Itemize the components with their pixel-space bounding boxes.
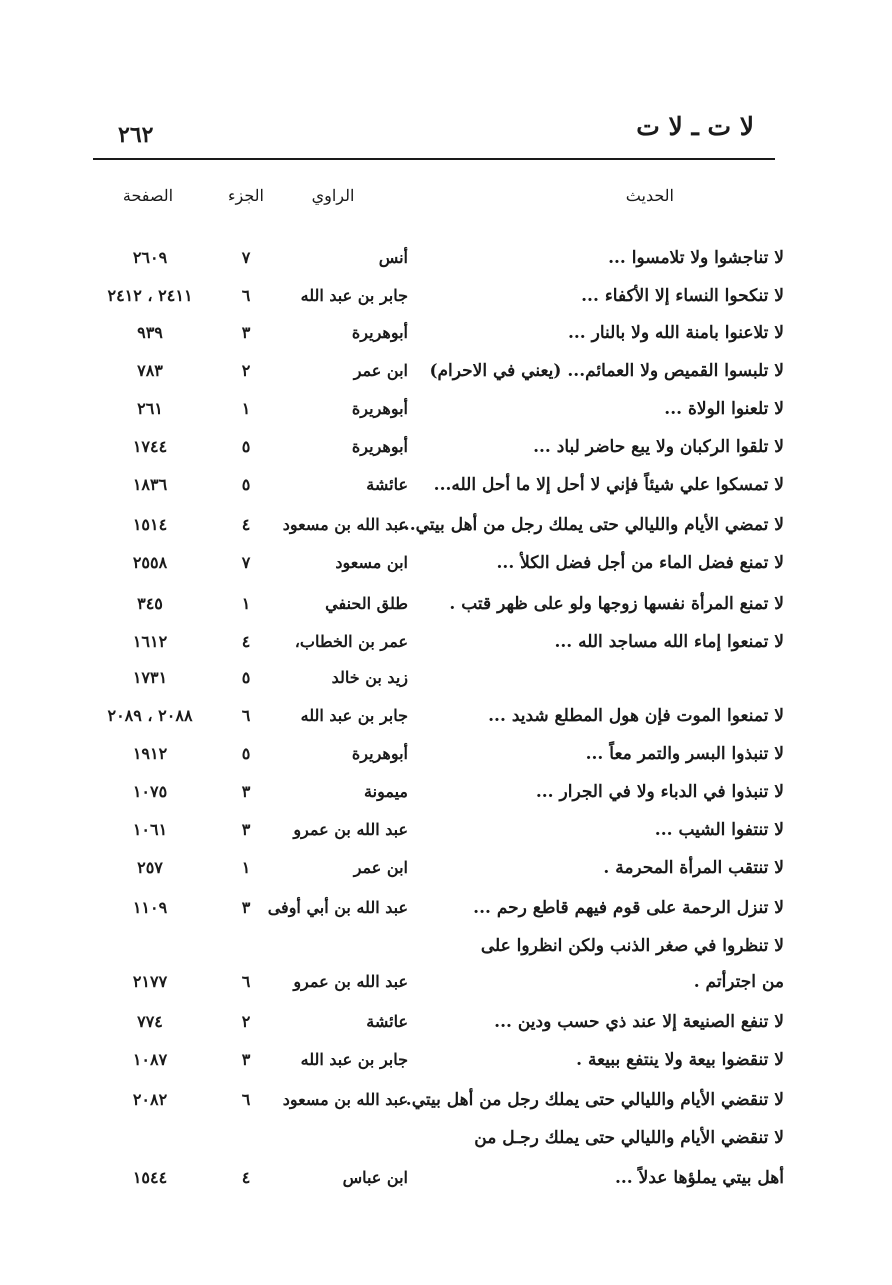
page-reference: ١٥١٤: [132, 515, 168, 534]
volume-number: ٢: [241, 361, 251, 380]
column-header-hadith: الحديث: [625, 186, 674, 205]
narrator-name: عمر بن الخطاب،: [294, 632, 408, 651]
volume-number: ٤: [241, 1168, 251, 1187]
narrator-name: عبد الله بن عمرو: [293, 820, 408, 839]
narrator-name: زيد بن خالد: [331, 668, 408, 687]
hadith-text: أهل بيتي يملؤها عدلاً ...: [614, 1168, 784, 1188]
page-reference: ٩٣٩: [137, 323, 163, 342]
hadith-text: لا تنزل الرحمة على قوم فيهم قاطع رحم ...: [473, 898, 784, 918]
hadith-text: لا تنظروا في صغر الذنب ولكن انظروا على: [480, 936, 784, 956]
page-reference: ٣٤٥: [137, 594, 163, 613]
narrator-name: عبد الله بن مسعود: [282, 1090, 408, 1109]
volume-number: ٧: [241, 248, 251, 267]
volume-number: ٣: [241, 323, 251, 342]
page-reference: ٢٤١١ ، ٢٤١٢: [107, 286, 193, 305]
volume-number: ٤: [241, 515, 251, 534]
narrator-name: ابن عمر: [353, 361, 408, 380]
hadith-text: من اجترأتم .: [693, 972, 784, 992]
page-reference: ٢١٧٧: [132, 972, 168, 991]
page-reference: ١٥٤٤: [132, 1168, 168, 1187]
volume-number: ٣: [241, 1050, 251, 1069]
volume-number: ١: [241, 858, 251, 877]
narrator-name: جابر بن عبد الله: [300, 706, 408, 725]
narrator-name: عبد الله بن مسعود: [282, 515, 408, 534]
hadith-text: لا تمسكوا علي شيئاً فإني لا أحل إلا ما أحل الله...: [433, 475, 784, 495]
narrator-name: ابن عمر: [353, 858, 408, 877]
page-reference: ١١٠٩: [132, 898, 168, 917]
page-reference: ١٠٧٥: [132, 782, 168, 801]
volume-number: ٥: [241, 437, 251, 456]
hadith-text: لا تنكحوا النساء إلا الأكفاء ...: [581, 286, 784, 306]
column-header-page: الصفحة: [122, 186, 174, 205]
page-reference: ٢٦١: [137, 399, 163, 418]
page-reference: ١٦١٢: [132, 632, 168, 651]
hadith-text: لا تنقضي الأيام والليالي حتى يملك رجل من أهل بيتي.: [405, 1090, 784, 1110]
page-reference: ٢٥٥٨: [132, 553, 168, 572]
column-header-volume: الجزء: [228, 186, 264, 205]
narrator-name: أبوهريرة: [351, 744, 408, 763]
volume-number: ٦: [241, 1090, 251, 1109]
volume-number: ٦: [241, 286, 251, 305]
hadith-text: لا تنفع الصنيعة إلا عند ذي حسب ودين ...: [494, 1012, 784, 1032]
narrator-name: عبد الله بن عمرو: [293, 972, 408, 991]
volume-number: ٣: [241, 898, 251, 917]
narrator-name: ابن مسعود: [335, 553, 408, 572]
page-reference: ١٧٤٤: [132, 437, 168, 456]
page-reference: ٢٦٠٩: [132, 248, 168, 267]
hadith-text: لا تناجشوا ولا تلامسوا ...: [608, 248, 784, 268]
hadith-text: لا تنقضوا بيعة ولا ينتفع ببيعة .: [576, 1050, 784, 1070]
narrator-name: طلق الحنفي: [325, 594, 408, 613]
page-header-title: لا ت ـ لا ت: [636, 112, 754, 141]
page-reference: ١٨٣٦: [132, 475, 168, 494]
volume-number: ٢: [241, 1012, 251, 1031]
hadith-text: لا تمنعوا إماء الله مساجد الله ...: [554, 632, 784, 652]
volume-number: ٥: [241, 744, 251, 763]
volume-number: ١: [241, 399, 251, 418]
page-reference: ٧٧٤: [137, 1012, 163, 1031]
header-rule: [93, 158, 775, 160]
page-reference: ١٠٨٧: [132, 1050, 168, 1069]
volume-number: ٦: [241, 706, 251, 725]
hadith-text: لا تنبذوا البسر والتمر معاً ...: [585, 744, 784, 764]
volume-number: ٥: [241, 668, 251, 687]
hadith-text: لا تمضي الأيام والليالي حتى يملك رجل من أهل بيتي...: [397, 515, 784, 535]
narrator-name: أبوهريرة: [351, 437, 408, 456]
narrator-name: ابن عباس: [342, 1168, 408, 1187]
volume-number: ٣: [241, 782, 251, 801]
hadith-text: لا تنقضي الأيام والليالي حتى يملك رجـل من: [474, 1128, 784, 1148]
hadith-text: لا تلقوا الركبان ولا يبع حاضر لباد ...: [533, 437, 784, 457]
page-reference: ٧٨٣: [137, 361, 163, 380]
hadith-text: لا تنتقب المرأة المحرمة .: [603, 858, 784, 878]
hadith-text: لا تلبسوا القميص ولا العمائم... (يعني في الاحرام): [429, 361, 784, 381]
hadith-text: لا تلعنوا الولاة ...: [664, 399, 784, 419]
hadith-text: لا تنتفوا الشيب ...: [654, 820, 784, 840]
narrator-name: أنس: [378, 248, 408, 267]
volume-number: ٤: [241, 632, 251, 651]
hadith-text: لا تمنع فضل الماء من أجل فضل الكلأ ...: [496, 553, 784, 573]
hadith-text: لا تمنع المرأة نفسها زوجها ولو على ظهر قتب .: [449, 594, 784, 614]
narrator-name: عبد الله بن أبي أوفى: [267, 898, 408, 917]
narrator-name: جابر بن عبد الله: [300, 1050, 408, 1069]
page-reference: ٢٥٧: [137, 858, 163, 877]
page-reference: ١٩١٢: [132, 744, 168, 763]
narrator-name: أبوهريرة: [351, 399, 408, 418]
page-reference: ١٠٦١: [132, 820, 168, 839]
volume-number: ٣: [241, 820, 251, 839]
narrator-name: عائشة: [366, 475, 408, 494]
volume-number: ٥: [241, 475, 251, 494]
page-number: ٢٦٢: [118, 122, 154, 148]
narrator-name: ميمونة: [364, 782, 408, 801]
volume-number: ٧: [241, 553, 251, 572]
narrator-name: جابر بن عبد الله: [300, 286, 408, 305]
page-reference: ١٧٣١: [132, 668, 168, 687]
volume-number: ٦: [241, 972, 251, 991]
volume-number: ١: [241, 594, 251, 613]
hadith-text: لا تلاعنوا بامنة الله ولا بالنار ...: [567, 323, 784, 343]
page-reference: ٢٠٨٨ ، ٢٠٨٩: [107, 706, 193, 725]
hadith-text: لا تمنعوا الموت فإن هول المطلع شديد ...: [488, 706, 784, 726]
column-header-narrator: الراوي: [311, 186, 355, 205]
hadith-text: لا تنبذوا في الدباء ولا في الجرار ...: [535, 782, 784, 802]
narrator-name: عائشة: [366, 1012, 408, 1031]
narrator-name: أبوهريرة: [351, 323, 408, 342]
page-reference: ٢٠٨٢: [132, 1090, 168, 1109]
